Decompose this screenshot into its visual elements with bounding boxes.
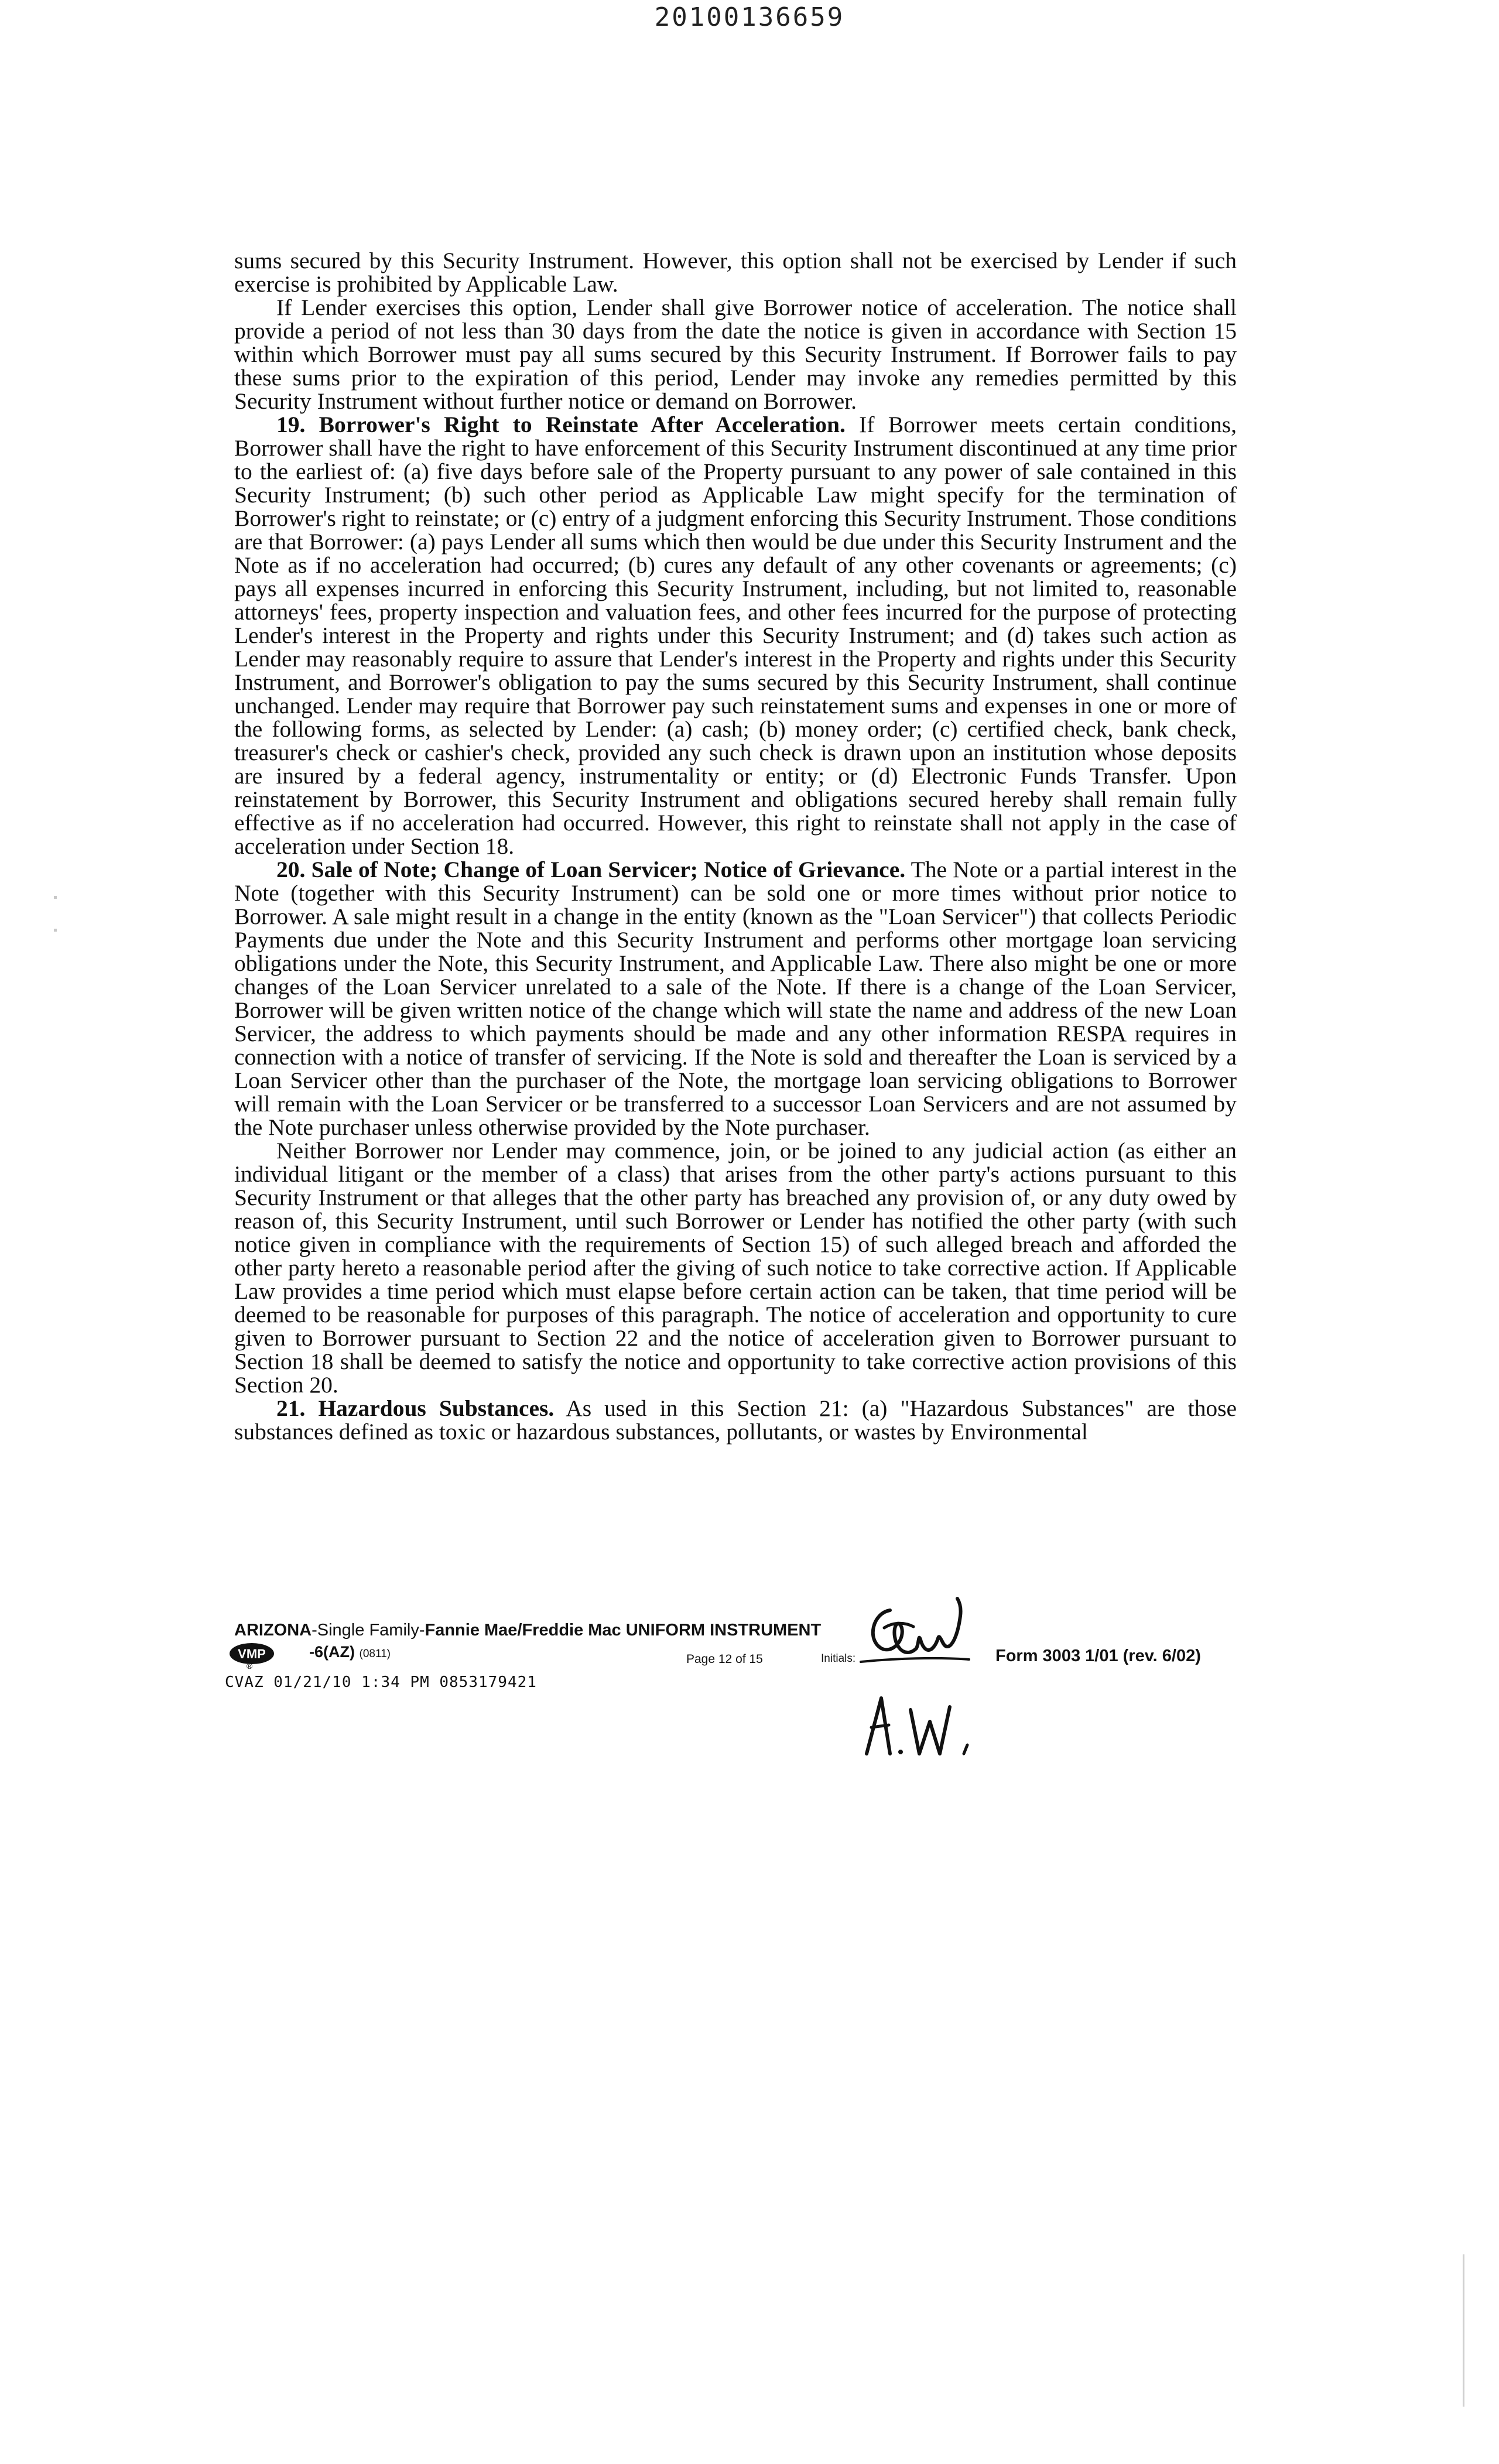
- page-number: Page 12 of 15: [686, 1652, 763, 1666]
- vmp-logo: [228, 1642, 304, 1670]
- section-20-text: The Note or a partial interest in the Note (together with this Security Instrument) can be sold one or more times without prior notice to Borrower. A sale might result in a change in the entity (known as the "Loan Servicer") that collects Periodic Payments due under the Note and this Security Instrument and performs other mortgage loan servicing obligations under the Note, this Security Instrument, and Applicable Law. There also might be one or more changes of the Loan Servicer unrelated to a sale of the Note. If there is a change of the Loan Servicer, Borrower will be given written notice of the change which will state the name and address of the new Loan Servicer, the address to which payments should be made and any other information RESPA requires in connection with a notice of transfer of servicing. If the Note is sold and thereafter the Loan is serviced by a Loan Servicer other than the purchaser of the Note, the mortgage loan servicing obligations to Borrower will remain with the Loan Servicer or be transferred to a successor Loan Servicers and are not assumed by the Note purchaser unless otherwise provided by the Note purchaser.: [234, 857, 1237, 1140]
- footer-form-code: [309, 1643, 391, 1661]
- handwritten-initials-signature: [849, 1593, 984, 1675]
- footer-state: ARIZONA: [234, 1621, 312, 1640]
- section-19-title: 19. Borrower's Right to Reinstate After Acceleration.: [276, 412, 846, 437]
- section-21-text: As used in this Section 21: (a) "Hazardous Substances" are those substances defined as toxic or hazardous substances, pollutants, or wastes by Environmental: [234, 1395, 1237, 1445]
- paragraph-notice-of-acceleration: If Lender exercises this option, Lender shall give Borrower notice of acceleration. The notice shall provide a period of not less than 30 days from the date the notice is given in accordance with Section 15 within which Borrower must pay all sums secured by this Security Instrument. If Borrower fails to pay these sums prior to the expiration of this period, Lender may invoke any remedies permitted by this Security Instrument without further notice or demand on Borrower.: [234, 295, 1237, 414]
- footer-form-desc-1: -Single Family-: [312, 1621, 425, 1640]
- section-21-title: 21. Hazardous Substances.: [276, 1395, 555, 1421]
- document-body: [234, 249, 1237, 1443]
- paragraph-judicial-action: Neither Borrower nor Lender may commence, join, or be joined to any judicial action (as either an individual litigant or the member of a class) that arises from the other party's actions pursuant to this Security Instrument or that alleges that the other party has breached any provision of, or any duty owed by reason of, this Security Instrument, until such Borrower or Lender has notified the other party (with such notice given in compliance with the requirements of Section 15) of such alleged breach and afforded the other party hereto a reasonable period after the giving of such notice to take corrective action. If Applicable Law provides a time period which must elapse before certain action can be taken, that time period will be deemed to be reasonable for purposes of this paragraph. The notice of acceleration and opportunity to cure given to Borrower pursuant to Section 22 and the notice of acceleration given to Borrower pursuant to Section 18 shall be deemed to satisfy the notice and opportunity to take corrective action provisions of this Section 20.: [234, 1138, 1237, 1398]
- document-number: 20100136659: [654, 2, 845, 32]
- cvaz-timestamp-line: CVAZ 01/21/10 1:34 PM 0853179421: [225, 1674, 537, 1691]
- section-19-text: If Borrower meets certain conditions, Borrower shall have the right to have enforcement of this Security Instrument discontinued at any time prior to the earliest of: (a) five days before sale of the Property pursuant to any power of sale contained in this Security Instrument; (b) such other period as Applicable Law might specify for the termination of Borrower's right to reinstate; or (c) entry of a judgment enforcing this Security Instrument. Those conditions are that Borrower: (a) pays Lender all sums which then would be due under this Security Instrument and the Note as if no acceleration had occurred; (b) cures any default of any other covenants or agreements; (c) pays all expenses incurred in enforcing this Security Instrument, including, but not limited to, reasonable attorneys' fees, property inspection and valuation fees, and other fees incurred for the purpose of protecting Lender's interest in the Property and rights under this Security Instrument; and (d) takes such action as Lender may reasonably require to assure that Lender's interest in the Property and rights under this Security Instrument, and Borrower's obligation to pay the sums secured by this Security Instrument, shall continue unchanged. Lender may require that Borrower pay such reinstatement sums and expenses in one or more of the following forms, as selected by Lender: (a) cash; (b) money order; (c) certified check, bank check, treasurer's check or cashier's check, provided any such check is drawn upon an institution whose deposits are insured by a federal agency, instrumentality or entity; or (d) Electronic Funds Transfer. Upon reinstatement by Borrower, this Security Instrument and obligations secured hereby shall remain fully effective as if no acceleration had occurred. However, this right to reinstate shall not apply in the case of acceleration under Section 18.: [234, 412, 1237, 859]
- initials-label: Initials:: [821, 1652, 856, 1665]
- section-20: [234, 858, 1237, 1139]
- scan-margin-line: [1463, 2254, 1464, 2407]
- paragraph-acceleration-end: sums secured by this Security Instrument. However, this option shall not be exercised by Lender if such exercise is prohibited by Applicable Law.: [234, 248, 1237, 297]
- scan-margin-mark: [54, 896, 57, 899]
- section-20-title: 20. Sale of Note; Change of Loan Servicer; Notice of Grievance.: [276, 857, 906, 882]
- registered-mark: ®: [246, 1661, 253, 1670]
- section-19: [234, 413, 1237, 858]
- form-number: Form 3003 1/01 (rev. 6/02): [995, 1647, 1201, 1665]
- scan-margin-mark: [54, 929, 57, 932]
- footer-form-desc-2: Fannie Mae/Freddie Mac UNIFORM INSTRUMENT: [425, 1621, 822, 1640]
- form-code: -6(AZ): [309, 1643, 355, 1661]
- form-code-version: (0811): [359, 1648, 391, 1660]
- footer-form-title: [234, 1621, 821, 1640]
- vmp-logo-text: VMP: [238, 1647, 266, 1661]
- section-21: [234, 1397, 1237, 1443]
- handwritten-initials-aw: [855, 1686, 990, 1763]
